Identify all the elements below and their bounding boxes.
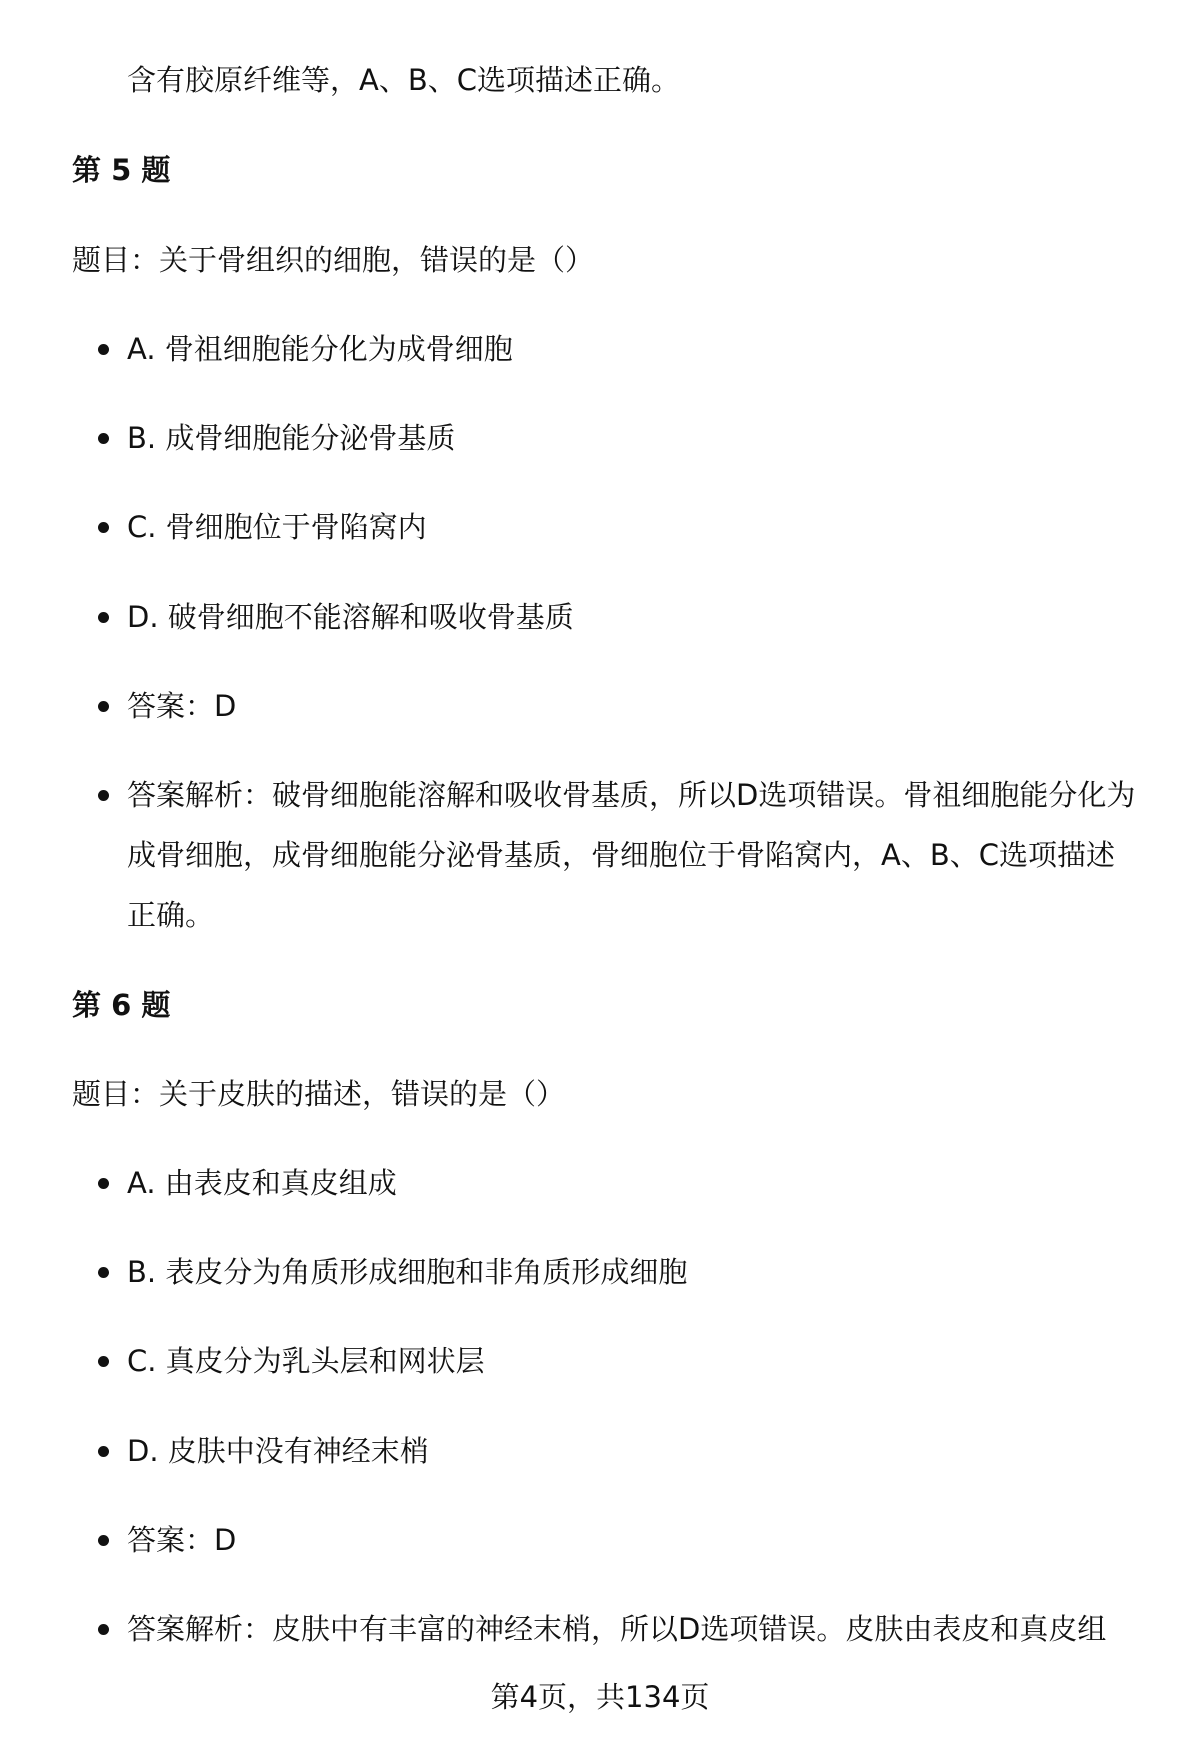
bullet-dot-icon: [98, 1178, 109, 1189]
question-6-answer: 答案：D: [127, 1523, 237, 1557]
bullet-dot-icon: [98, 790, 109, 801]
bullet-dot-icon: [98, 701, 109, 712]
page-number-footer: 第4页，共134页: [490, 1680, 710, 1714]
bullet-dot-icon: [98, 522, 109, 533]
question-5-option-c: C. 骨细胞位于骨陷窝内: [127, 510, 427, 544]
question-6-option-a: A. 由表皮和真皮组成: [127, 1166, 397, 1200]
question-5-answer: 答案：D: [127, 689, 237, 723]
bullet-dot-icon: [98, 612, 109, 623]
continuation-text: 含有胶原纤维等，A、B、C选项描述正确。: [127, 63, 680, 97]
question-6-option-c: C. 真皮分为乳头层和网状层: [127, 1344, 485, 1378]
question-5-prompt: 题目：关于骨组织的细胞，错误的是（）: [72, 243, 595, 277]
bullet-dot-icon: [98, 1446, 109, 1457]
question-6-heading: 第 6 题: [72, 988, 171, 1022]
question-5-option-a: A. 骨祖细胞能分化为成骨细胞: [127, 332, 513, 366]
question-6-option-b: B. 表皮分为角质形成细胞和非角质形成细胞: [127, 1255, 688, 1289]
question-5-option-b: B. 成骨细胞能分泌骨基质: [127, 421, 456, 455]
bullet-dot-icon: [98, 344, 109, 355]
question-6-explanation: 答案解析：皮肤中有丰富的神经末梢，所以D选项错误。皮肤由表皮和真皮组: [127, 1612, 1107, 1646]
question-5-explanation: 答案解析：破骨细胞能溶解和吸收骨基质，所以D选项错误。骨祖细胞能分化为成骨细胞，成骨细胞能分泌骨基质，骨细胞位于骨陷窝内，A、B、C选项描述正确。: [127, 778, 1136, 932]
bullet-dot-icon: [98, 1356, 109, 1367]
question-6-prompt: 题目：关于皮肤的描述，错误的是（）: [72, 1077, 566, 1111]
question-5-option-d: D. 破骨细胞不能溶解和吸收骨基质: [127, 600, 574, 634]
bullet-dot-icon: [98, 1624, 109, 1635]
bullet-dot-icon: [98, 1535, 109, 1546]
question-5-heading: 第 5 题: [72, 153, 171, 187]
bullet-dot-icon: [98, 433, 109, 444]
question-6-option-d: D. 皮肤中没有神经末梢: [127, 1434, 429, 1468]
bullet-dot-icon: [98, 1267, 109, 1278]
